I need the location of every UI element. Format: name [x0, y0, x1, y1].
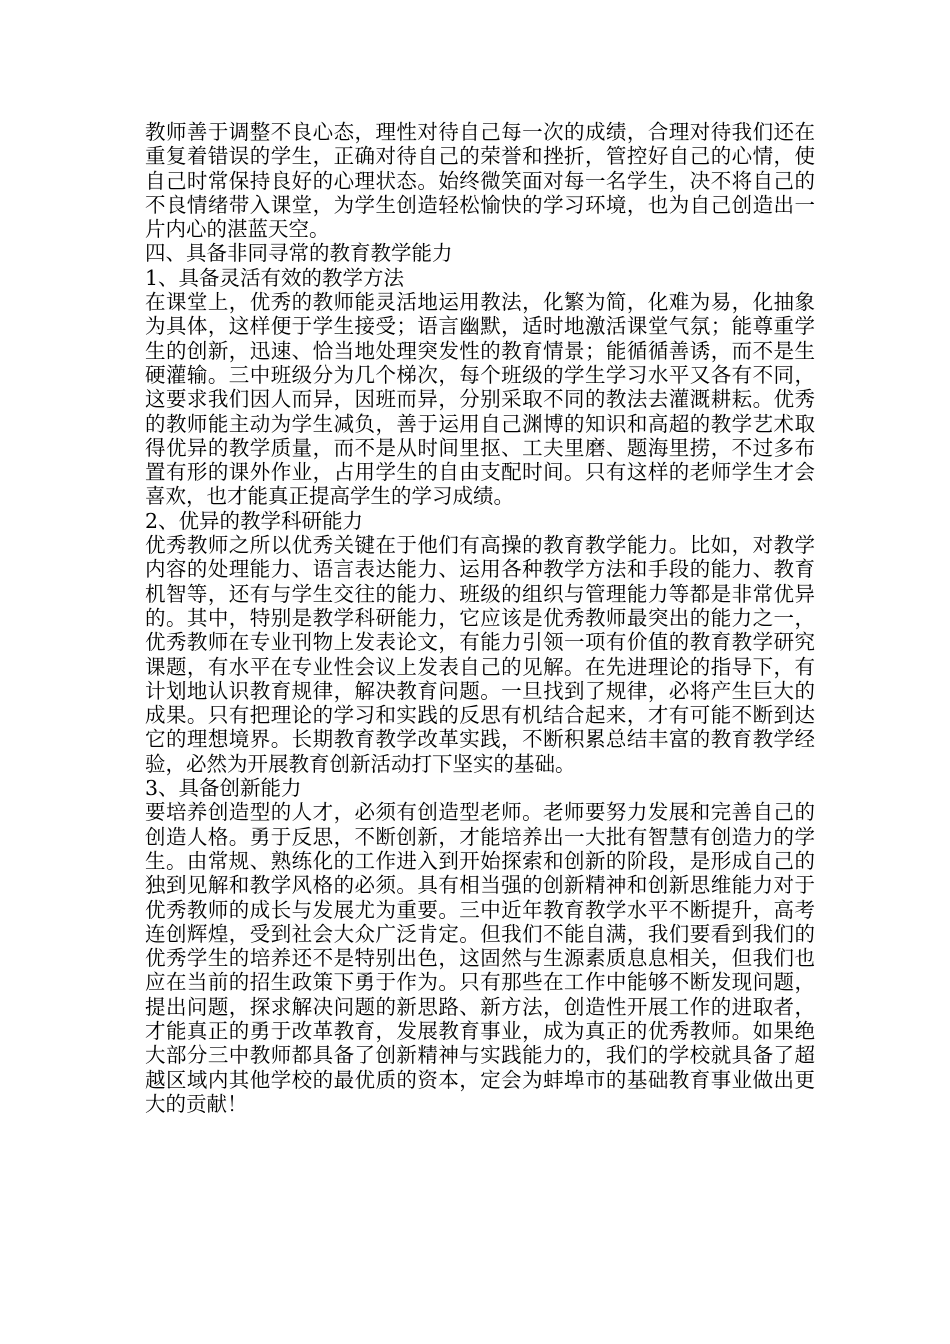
section-heading-4: 四、具备非同寻常的教育教学能力 [145, 241, 453, 266]
document-page [145, 120, 815, 1116]
subheading-3: 3、具备创新能力 [145, 776, 302, 801]
paragraph-research-ability: 优秀教师之所以优秀关键在于他们有高操的教育教学能力。比如，对教学内容的处理能力、语言表达能力、运用各种教学方法和手段的能力、教育机智等，还有与学生交往的能力、班级的组织与管理能力等都是非常优异的。其中，特别是教学科研能力，它应该是优秀教师最突出的能力之一，优秀教师在专业刊物上发表论文，有能力引领一项有价值的教育教学研究课题，有水平在专业性会议上发表自己的见解。在先进理论的指导下，有计划地认识教育规律，解决教育问题。一旦找到了规律，必将产生巨大的成果。只有把理论的学习和实践的反思有机结合起来，才有可能不断到达它的理想境界。长期教育教学改革实践，不断积累总结丰富的教育教学经验，必然为开展教育创新活动打下坚实的基础。 [145, 533, 815, 776]
paragraph-teaching-methods: 在课堂上，优秀的教师能灵活地运用教法，化繁为简，化难为易，化抽象为具体，这样便于学生接受；语言幽默，适时地激活课堂气氛；能尊重学生的创新，迅速、恰当地处理突发性的教育情景；能循循善诱，而不是生硬灌输。三中班级分为几个梯次，每个班级的学生学习水平又各有不同，这要求我们因人而异，因班而异，分别采取不同的教法去灌溉耕耘。优秀的教师能主动为学生减负，善于运用自己渊博的知识和高超的教学艺术取得优异的教学质量，而不是从时间里抠、工夫里磨、题海里捞，不过多布置有形的课外作业，占用学生的自由支配时间。只有这样的老师学生才会喜欢，也才能真正提高学生的学习成绩。 [145, 290, 815, 509]
subheading-2: 2、优异的教学科研能力 [145, 508, 364, 533]
paragraph-attitude: 教师善于调整不良心态，理性对待自己每一次的成绩，合理对待我们还在重复着错误的学生，正确对待自己的荣誉和挫折，管控好自己的心情，使自己时常保持良好的心理状态。始终微笑面对每一名学生，决不将自己的不良情绪带入课堂，为学生创造轻松愉快的学习环境，也为自己创造出一片内心的湛蓝天空。 [145, 120, 815, 242]
subheading-1: 1、具备灵活有效的教学方法 [145, 265, 405, 290]
paragraph-innovation: 要培养创造型的人才，必须有创造型老师。老师要努力发展和完善自己的创造人格。勇于反思，不断创新，才能培养出一大批有智慧有创造力的学生。由常规、熟练化的工作进入到开始探索和创新的阶段，是形成自己的独到见解和教学风格的必须。具有相当强的创新精神和创新思维能力对于优秀教师的成长与发展尤为重要。三中近年教育教学水平不断提升，高考连创辉煌，受到社会大众广泛肯定。但我们不能自满，我们要看到我们的优秀学生的培养还不是特别出色，这固然与生源素质息息相关，但我们也应在当前的招生政策下勇于作为。只有那些在工作中能够不断发现问题，提出问题，探求解决问题的新思路、新方法，创造性开展工作的进取者，才能真正的勇于改革教育，发展教育事业，成为真正的优秀教师。如果绝大部分三中教师都具备了创新精神与实践能力的，我们的学校就具备了超越区域内其他学校的最优质的资本，定会为蚌埠市的基础教育事业做出更大的贡献！ [145, 800, 815, 1116]
